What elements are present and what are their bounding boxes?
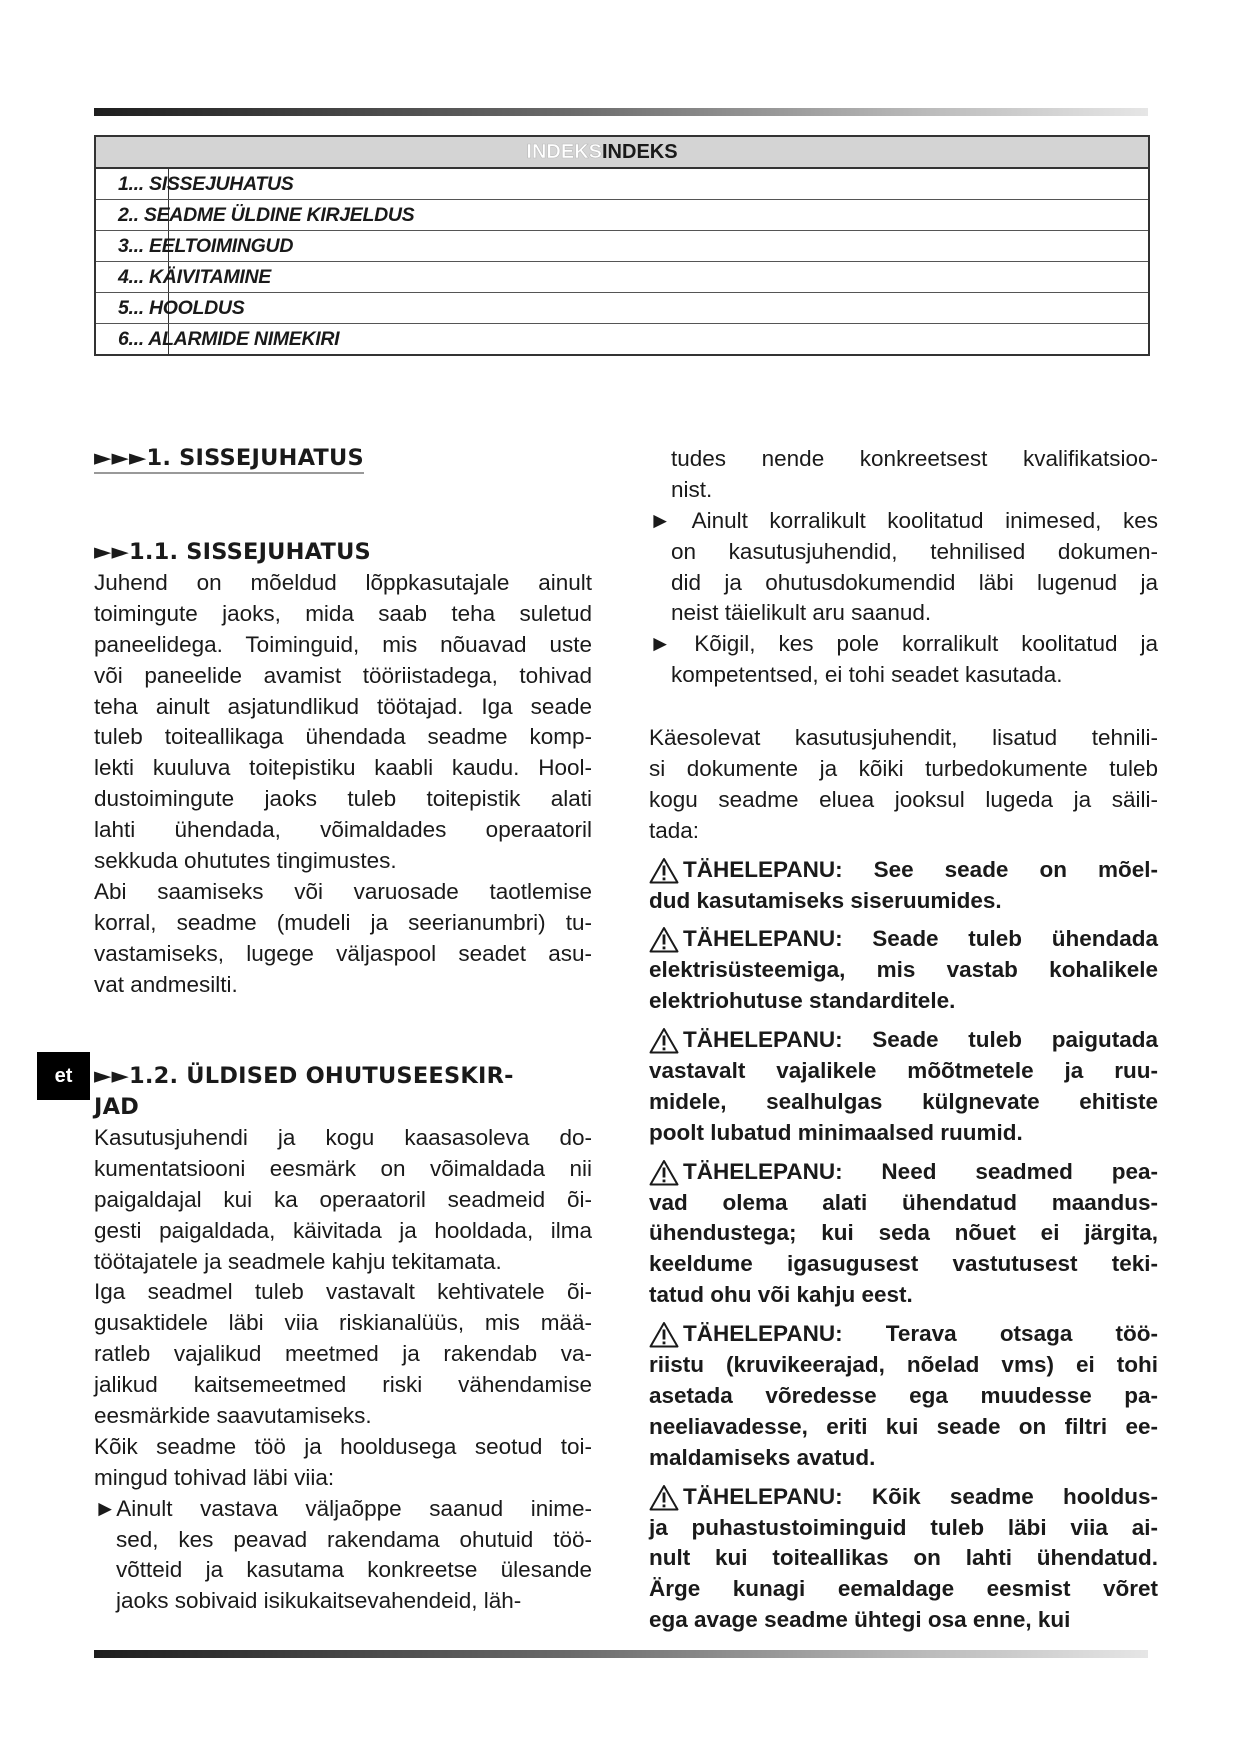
text-line: Ärge kunagi eemaldage eesmist võret	[649, 1576, 1158, 1602]
warning-triangle-icon	[649, 1484, 679, 1511]
warnings-list	[649, 855, 1158, 1636]
paragraph	[94, 1432, 592, 1494]
text-line: lahti ühendada, võimaldades operaatoril	[94, 817, 592, 843]
text-line: võtteid ja kasutama konkreetse ülesande	[116, 1557, 592, 1583]
index-item[interactable]: 5... HOOLDUS	[96, 293, 1148, 324]
text-line: tudes nende konkreetsest kvalifikatsioo-	[671, 446, 1158, 471]
warning-triangle-icon	[649, 1321, 679, 1348]
text-line	[649, 924, 1158, 955]
section-heading-1-2: ►►1.2. ÜLDISED OHUTUSEESKIR-	[94, 1063, 514, 1089]
text-line: jaoks sobivaid isikukaitsevahendeid, läh-	[116, 1588, 522, 1614]
text-line: kogu seadme eluea jooksul lugeda ja säili-	[649, 786, 1158, 812]
text-line: tatud ohu või kahju eest.	[649, 1282, 913, 1308]
index-table-header	[96, 137, 1148, 169]
text-line: vad olema alati ühendatud maandus-	[649, 1189, 1158, 1215]
left-column-section-1-2	[94, 1060, 592, 1617]
warning-notice	[649, 1319, 1158, 1473]
warning-notice	[649, 1482, 1158, 1636]
text-line: sed, kes peavad rakendama ohutuid töö-	[116, 1526, 592, 1552]
section-heading-1: ►►►1. SISSEJUHATUS	[94, 444, 364, 474]
text-line: paigaldajal kui ka operaatoril seadmeid õi-	[94, 1186, 592, 1212]
language-tab: et	[37, 1052, 90, 1100]
text-line: paneelidega. Toiminguid, mis nõuavad uste	[94, 631, 592, 657]
text-line: vastavalt vajalikele mõõtmetele ja ruu-	[649, 1058, 1158, 1084]
warning-text: TÄHELEPANU: Seade tuleb ühendada	[683, 926, 1158, 952]
text-line: kompetentsed, ei tohi seadet kasutada.	[671, 662, 1063, 688]
text-line: asetada võredesse ega muudesse pa-	[649, 1382, 1158, 1408]
text-line: elektrisüsteemiga, mis vastab kohalikele	[649, 957, 1158, 983]
warning-triangle-icon	[649, 857, 679, 884]
section-heading-1-1: ►►1.1. SISSEJUHATUS	[94, 539, 371, 565]
text-line: neist täielikult aru saanud.	[671, 600, 932, 626]
text-line: tada:	[649, 817, 700, 843]
paragraph	[649, 723, 1158, 847]
top-divider-bar	[94, 108, 1148, 116]
text-line: si dokumente ja kõiki turbedokumente tuleb	[649, 756, 1158, 782]
index-item[interactable]: 2.. SEADME ÜLDINE KIRJELDUS	[96, 200, 1148, 231]
text-line: Käesolevat kasutusjuhendit, lisatud tehnili-	[649, 725, 1158, 751]
text-line: kumentatsiooni eesmärk on võimaldada nii	[94, 1155, 592, 1181]
warning-text: TÄHELEPANU: Need seadmed pea-	[683, 1158, 1158, 1184]
bullet-item	[94, 1494, 592, 1618]
index-item[interactable]: 1... SISSEJUHATUS	[96, 169, 1148, 200]
text-line: nist.	[671, 476, 713, 502]
warning-notice	[649, 1157, 1158, 1311]
text-line: Abi saamiseks või varuosade taotlemise	[94, 878, 592, 904]
bullet-item-continuation	[649, 444, 1158, 506]
text-line: vat andmesilti.	[94, 971, 238, 997]
index-title-ghost: INDEKS	[526, 140, 602, 163]
paragraph	[94, 568, 592, 877]
warning-triangle-icon	[649, 1027, 679, 1054]
text-line: Iga seadmel tuleb vastavalt kehtivatele õi-	[94, 1279, 592, 1305]
text-line: lekti kuuluva toitepistiku kaabli kaudu. Hool-	[94, 755, 592, 781]
text-line: Kasutusjuhendi ja kogu kaasasoleva do-	[94, 1125, 592, 1150]
text-line: ja puhastustoiminguid tuleb läbi viia ai-	[649, 1514, 1158, 1540]
warning-text: TÄHELEPANU: Seade tuleb paigutada	[683, 1027, 1158, 1053]
text-line: ► Ainult korralikult koolitatud inimesed, kes	[649, 507, 1158, 533]
text-line: ega avage seadme ühtegi osa enne, kui	[649, 1607, 1071, 1633]
text-line	[649, 1025, 1158, 1056]
paragraph	[94, 877, 592, 1001]
text-line: keeldume igasugusest vastutusest teki-	[649, 1251, 1158, 1277]
text-line: dud kasutamiseks siseruumides.	[649, 887, 1002, 913]
text-line: poolt lubatud minimaalsed ruumid.	[649, 1119, 1023, 1145]
text-line: maldamiseks avatud.	[649, 1444, 876, 1470]
text-line: eesmärkide saavutamiseks.	[94, 1403, 372, 1429]
text-line: vastamiseks, lugege väljaspool seadet asu-	[94, 940, 592, 966]
text-line: Kõik seadme töö ja hooldusega seotud toi-	[94, 1433, 592, 1459]
left-column-section-1-1	[94, 537, 592, 1000]
text-line	[649, 1157, 1158, 1188]
text-line	[649, 1319, 1158, 1350]
paragraph	[94, 1277, 592, 1431]
text-line: gusaktidele läbi viia riskianalüüs, mis mää-	[94, 1310, 592, 1336]
text-line: toimingute jaoks, mida saab teha suletud	[94, 600, 592, 626]
warning-notice	[649, 1025, 1158, 1149]
text-line: ► Kõigil, kes pole korralikult koolitatud ja	[649, 631, 1158, 657]
warning-triangle-icon	[649, 926, 679, 953]
index-item[interactable]: 4... KÄIVITAMINE	[96, 262, 1148, 293]
text-line: dustoimingute jaoks tuleb toitepistik alati	[94, 786, 592, 812]
paragraph	[94, 1123, 592, 1277]
index-item[interactable]: 3... EELTOIMINGUD	[96, 231, 1148, 262]
text-line: midele, sealhulgas külgnevate ehitiste	[649, 1088, 1158, 1114]
text-line: töötajatele ja seadmele kahju tekitamata.	[94, 1248, 502, 1274]
text-line: on kasutusjuhendid, tehnilised dokumen-	[671, 538, 1158, 564]
right-column	[649, 444, 1158, 1636]
bullet-item	[649, 629, 1158, 691]
text-line	[649, 855, 1158, 886]
text-line: Juhend on mõeldud lõppkasutajale ainult	[94, 570, 592, 595]
text-line: riistu (kruvikeerajad, nõelad vms) ei tohi	[649, 1352, 1158, 1378]
text-line: neeliavadesse, eriti kui seade on filtri ee-	[649, 1413, 1158, 1439]
text-line: sekkuda ohututes tingimustes.	[94, 848, 397, 874]
warning-text: TÄHELEPANU: Terava otsaga töö-	[683, 1321, 1158, 1347]
warning-text: TÄHELEPANU: Kõik seadme hooldus-	[683, 1483, 1158, 1509]
text-line: ühendustega; kui seda nõuet ei järgita,	[649, 1220, 1158, 1246]
index-title: INDEKS	[602, 140, 678, 163]
text-line: ►Ainult vastava väljaõppe saanud inime-	[94, 1495, 592, 1521]
warning-notice	[649, 855, 1158, 917]
text-line: jalikud kaitsemeetmed riski vähendamise	[94, 1372, 592, 1398]
text-line: mingud tohivad läbi viia:	[94, 1464, 335, 1490]
warning-text: TÄHELEPANU: See seade on mõel-	[683, 856, 1158, 882]
text-line: teha ainult asjatundlikud töötajad. Iga seade	[94, 693, 592, 719]
text-line: korral, seadme (mudeli ja seerianumbri) tu-	[94, 909, 592, 935]
index-item[interactable]: 6... ALARMIDE NIMEKIRI	[118, 328, 340, 350]
text-line	[649, 1482, 1158, 1513]
text-line: gesti paigaldada, käivitada ja hooldada, ilma	[94, 1217, 592, 1243]
text-line: did ja ohutusdokumendid läbi lugenud ja	[671, 569, 1158, 595]
text-line: või paneelide avamist tööriistadega, tohivad	[94, 662, 592, 688]
text-line: tuleb toiteallikaga ühendada seadme komp-	[94, 724, 592, 750]
index-table	[94, 135, 1150, 356]
bullet-item	[649, 506, 1158, 630]
warning-notice	[649, 924, 1158, 1017]
text-line: ratleb vajalikud meetmed ja rakendab va-	[94, 1341, 592, 1367]
bottom-divider-bar	[94, 1650, 1148, 1658]
text-line: nult kui toiteallikas on lahti ühendatud.	[649, 1545, 1158, 1571]
text-line: elektriohutuse standarditele.	[649, 988, 956, 1014]
left-column	[94, 443, 592, 474]
warning-triangle-icon	[649, 1159, 679, 1186]
section-heading-1-2-cont: JAD	[94, 1094, 140, 1120]
